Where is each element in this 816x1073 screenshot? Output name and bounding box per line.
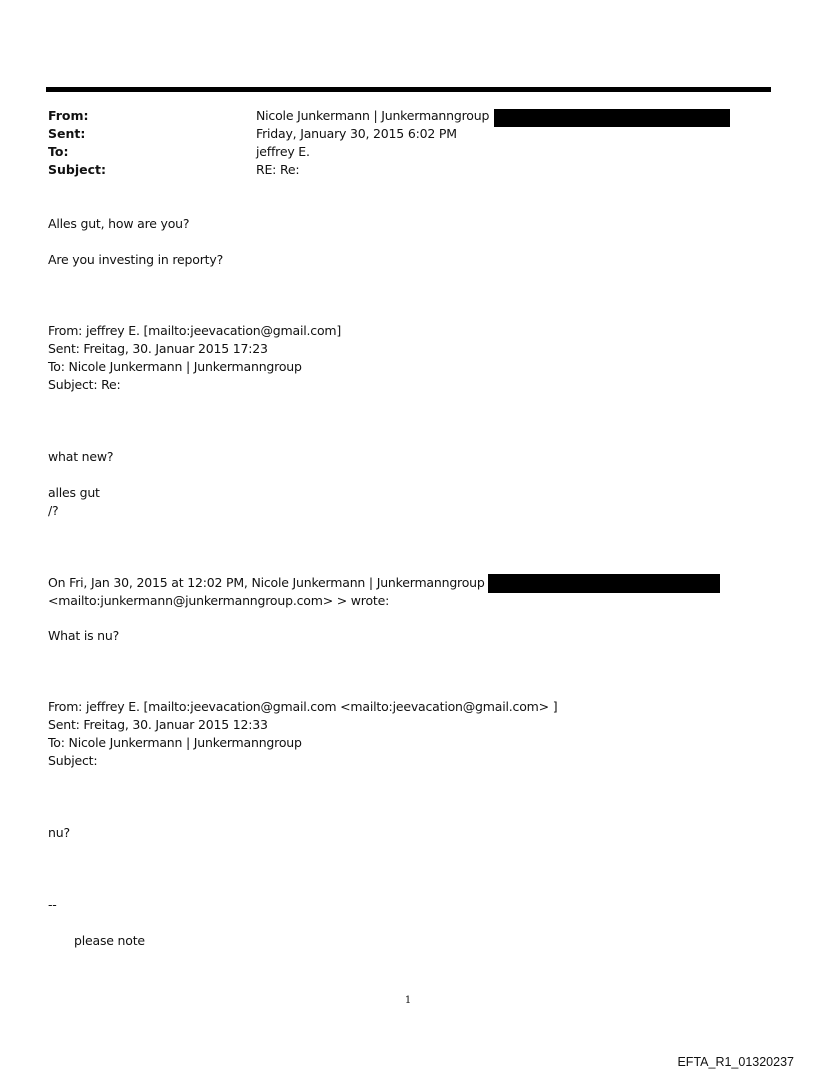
- sent-label: Sent:: [48, 126, 86, 141]
- quoted-sent: Sent: Freitag, 30. Januar 2015 17:23: [48, 341, 268, 356]
- quoted-body-line: What is nu?: [48, 628, 120, 643]
- from-label: From:: [48, 108, 89, 123]
- sent-value: Friday, January 30, 2015 6:02 PM: [256, 126, 457, 141]
- signature-note: please note: [74, 933, 145, 948]
- signature-separator: --: [48, 897, 57, 912]
- quoted-body-line: nu?: [48, 825, 70, 840]
- quoted-to: To: Nicole Junkermann | Junkermanngroup: [48, 735, 302, 750]
- header-divider: [46, 87, 771, 92]
- page-number: 1: [404, 995, 412, 1006]
- quoted-to: To: Nicole Junkermann | Junkermanngroup: [48, 359, 302, 374]
- redaction-bar: [494, 109, 730, 127]
- redaction-bar: [488, 574, 720, 593]
- to-value: jeffrey E.: [256, 144, 310, 159]
- quoted-from: From: jeffrey E. [mailto:jeevacation@gmail.com]: [48, 323, 342, 338]
- to-label: To:: [48, 144, 69, 159]
- quoted-sent: Sent: Freitag, 30. Januar 2015 12:33: [48, 717, 268, 732]
- body-line: Are you investing in reporty?: [48, 252, 223, 267]
- subject-value: RE: Re:: [256, 162, 300, 177]
- body-line: Alles gut, how are you?: [48, 216, 190, 231]
- quoted-subject: Subject:: [48, 753, 98, 768]
- quoted-intro: On Fri, Jan 30, 2015 at 12:02 PM, Nicole Junkermann | Junkermanngroup: [48, 575, 485, 590]
- quoted-body-line: alles gut: [48, 485, 100, 500]
- quoted-intro: <mailto:junkermann@junkermanngroup.com> > wrote:: [48, 593, 390, 608]
- quoted-body-line: /?: [48, 503, 59, 518]
- quoted-body-line: what new?: [48, 449, 114, 464]
- quoted-subject: Subject: Re:: [48, 377, 121, 392]
- bates-number: EFTA_R1_01320237: [677, 1055, 794, 1069]
- subject-label: Subject:: [48, 162, 106, 177]
- from-value: Nicole Junkermann | Junkermanngroup: [256, 108, 490, 123]
- quoted-from: From: jeffrey E. [mailto:jeevacation@gmail.com <mailto:jeevacation@gmail.com> ]: [48, 699, 558, 714]
